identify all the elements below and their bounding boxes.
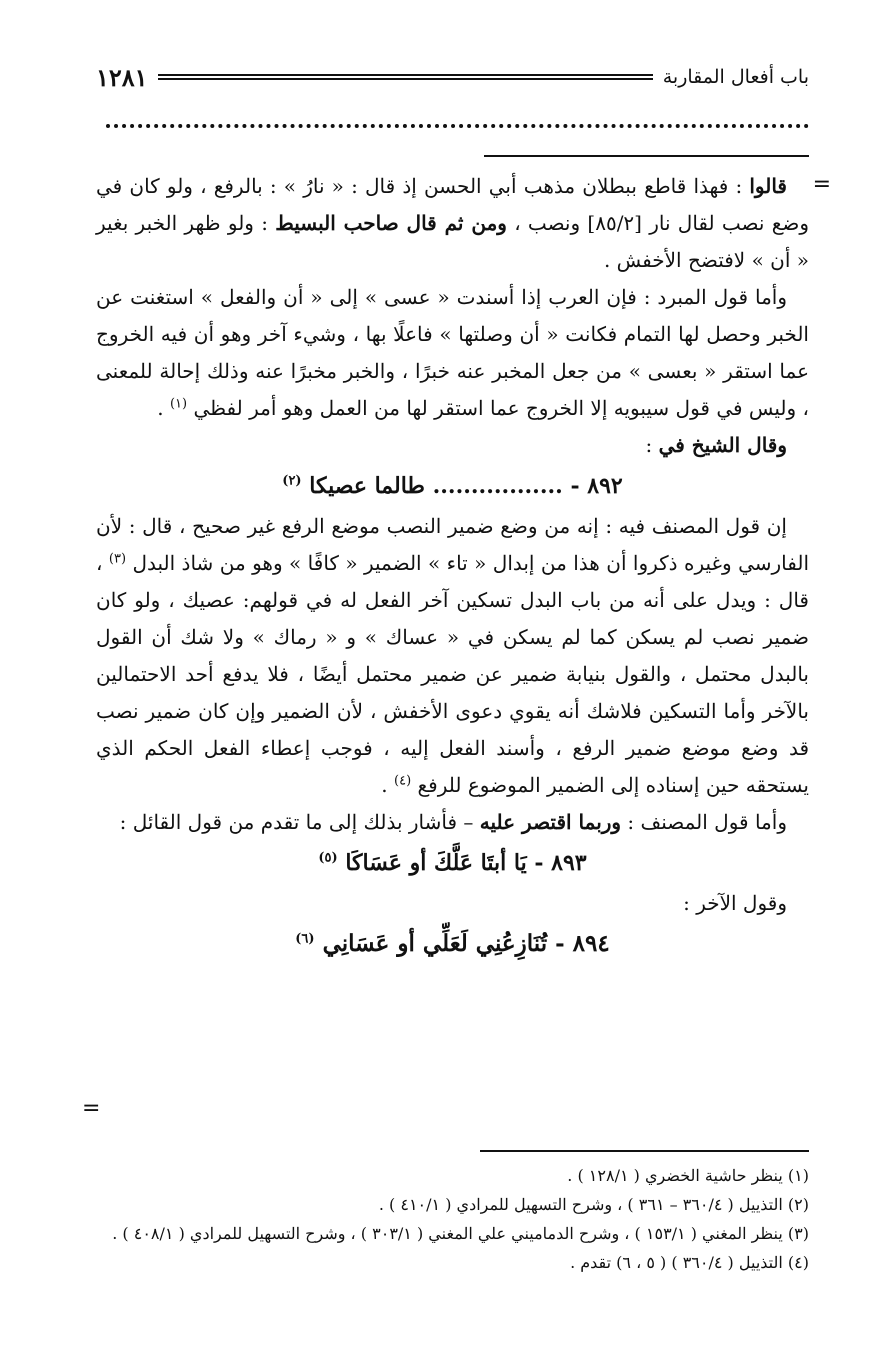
paragraph-end: . (381, 773, 395, 797)
verse-894 (96, 922, 809, 966)
bold-phrase: وربما اقتصر عليه (479, 810, 622, 834)
footnote-1: (١) ينظر حاشية الخضري ( ١٢٨/١ ) . (567, 1166, 809, 1185)
verse-893 (96, 841, 809, 885)
page-number: ١٢٨١ (96, 62, 148, 92)
continuation-mark-bottom: = (82, 1096, 101, 1121)
bold-phrase: وقال الشيخ في (658, 433, 787, 457)
footnote-ref[interactable]: (١) (169, 396, 188, 412)
footnote-ref[interactable]: (٢) (282, 473, 302, 489)
paragraph-end: . (157, 396, 170, 420)
verse-text: ٨٩٤ - تُنَازِعُنِي لَعَلِّي أو عَسَانِي (322, 930, 610, 957)
paragraph-3 (96, 427, 809, 464)
paragraph-text: وأما قول المصنف : (621, 810, 787, 834)
footnote-ref[interactable]: (٥) (318, 850, 338, 866)
footnotes (96, 1161, 809, 1277)
paragraph-6 (96, 885, 809, 922)
dotted-separator (106, 124, 809, 128)
footnote-ref[interactable]: (٣) (108, 551, 127, 567)
paragraph-text: ، قال : ويدل على أنه من باب البدل تسكين آخر الفعل له في قولهم: عصيك ، ولو كان ضمير نصب لم يسكن كما لم يسكن في « عساك » و « رماك » ولا شك أن القول بالبدل محتمل ، والقول بنيابة ضمير عن ضمير محتمل أيضًا ، فلا يدفع أحد الاحتمالين بالآخر وأما التسكين فلاشك أنه يقوي دعوى الأخفش ، لأن الضمير وإن كان ضمير نصب قد وضع موضع ضمير الرفع ، وأسند الفعل إليه ، فوجب إعطاء الفعل الحكم الذي يستحقه حين إسناده إلى الضمير الموضوع للرفع (96, 551, 809, 797)
paragraph-2 (96, 279, 809, 427)
verse-text: ٨٩٣ - يَا أبتَا عَلَّكَ أو عَسَاكَا (345, 850, 587, 876)
continuation-mark-top: = (812, 172, 831, 197)
chapter-title: باب أفعال المقاربة (662, 66, 809, 88)
body-text (96, 168, 809, 966)
verse-892 (96, 464, 809, 508)
paragraph-text: : فهذا قاطع ببطلان مذهب أبي الحسن إذ قال : « نارُ » : بالرفع ، ولو كان في وضع نصب لقال نار [٨٥/٢] ونصب ، (96, 174, 809, 235)
running-header (96, 62, 809, 92)
paragraph-4 (96, 508, 809, 804)
bold-phrase: قالوا (749, 174, 787, 198)
paragraph-text: إن قول المصنف فيه : إنه من وضع ضمير النصب موضع الرفع غير صحيح ، قال : لأن الفارسي وغيره ذكروا أن هذا من إبدال « تاء » الضمير « كافًا » وهو من شاذ البدل (96, 514, 810, 575)
footnote-3: (٣) ينظر المغني ( ١٥٣/١ ) ، وشرح الدماميني علي المغني ( ٣٠٣/١ ) ، وشرح التسهيل للمرادي ( ٤٠٨/١ ) . (112, 1224, 809, 1243)
footnote-ref[interactable]: (٤) (394, 773, 412, 789)
paragraph-text: وأما قول المبرد : فإن العرب إذا أسندت « عسى » إلى « أن والفعل » استغنت عن الخبر وحصل لها التمام فكانت « أن وصلتها » فاعلًا بها ، وشيء آخر وهو أن فيه الخروج عما استقر « بعسى » من جعل المخبر عنه خبرًا ، والخبر مخبرًا عنه وذلك إحالة للمعنى ، وليس في قول سيبويه إلا الخروج عما استقر لها من العمل وهو أمر لفظي (96, 285, 809, 420)
paragraph-5 (96, 804, 809, 841)
footnote-2: (٢) التذييل ( ٣٦٠/٤ – ٣٦١ ) ، وشرح التسهيل للمرادي ( ٤١٠/١ ) . (378, 1195, 809, 1214)
footnote-ref[interactable]: (٦) (295, 931, 315, 947)
paragraph-text: – فأشار بذلك إلى ما تقدم من قول القائل : (119, 810, 480, 834)
paragraph-text: : ولو ظهر الخبر بغير « أن » لافتضح الأخفش . (96, 211, 809, 272)
verse-text: ٨٩٢ - ................. طالما عصيكا (309, 473, 623, 499)
bold-phrase: ومن ثم قال صاحب البسيط (275, 211, 507, 235)
paragraph-end: : (645, 433, 659, 457)
paragraph-text: وقول الآخر : (683, 891, 787, 915)
footnote-4: (٤) التذييل ( ٣٦٠/٤ ) ( ٥ ، ٦) تقدم . (570, 1253, 809, 1272)
footnote-rule (480, 1150, 809, 1152)
paragraph-1 (96, 168, 809, 279)
header-double-rule (158, 74, 653, 80)
section-rule (484, 155, 809, 157)
